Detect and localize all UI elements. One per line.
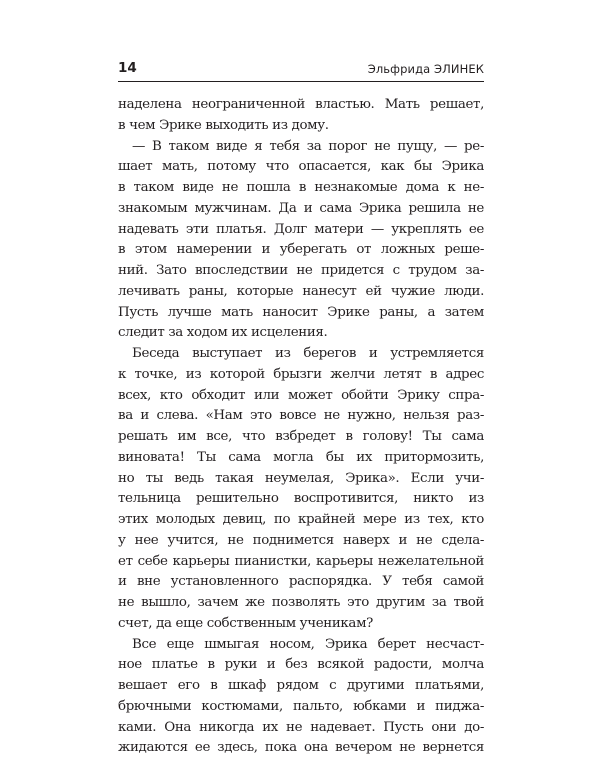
text-line: ет себе карьеры пианистки, карьеры нежелательной bbox=[118, 553, 484, 569]
text-line: у нее учится, не поднимется наверх и не сдела- bbox=[118, 532, 484, 548]
text-line: но ты ведь такая неумелая, Эрика». Если учи- bbox=[118, 470, 484, 486]
text-line: виновата! Ты сама могла бы их притормозить, bbox=[118, 449, 484, 465]
text-line: вешает его в шкаф рядом с другими платьями, bbox=[118, 678, 484, 693]
text-line: решать им все, что взбредет в голову! Ты сама bbox=[118, 429, 484, 444]
text-line: тельница решительно воспротивится, никто из bbox=[118, 491, 484, 507]
text-line: ва и слева. «Нам это вовсе не нужно, нельзя раз- bbox=[118, 408, 484, 424]
text-line: Все еще шмыгая носом, Эрика берет несчаст- bbox=[132, 636, 484, 652]
text-line: наделена неограниченной властью. Мать решает, bbox=[118, 97, 484, 112]
text-line: к точке, из которой брызги желчи летят в адрес bbox=[118, 366, 484, 382]
running-head-author: Эльфрида ЭЛИНЕК bbox=[367, 62, 484, 76]
text-line: ное платье в руки и без всякой радости, молча bbox=[118, 657, 484, 673]
text-line: Беседа выступает из берегов и устремляется bbox=[132, 346, 484, 361]
text-line: следит за ходом их исцеления. bbox=[118, 325, 328, 341]
text-line: ний. Зато впоследствии не придется с трудом за- bbox=[118, 263, 484, 278]
text-line: лечивать раны, которые нанесут ей чужие люди. bbox=[118, 283, 484, 299]
header-rule bbox=[118, 81, 484, 82]
text-line: в таком виде не пошла в незнакомые дома к не- bbox=[118, 180, 484, 195]
text-line: в чем Эрике выходить из дому. bbox=[118, 117, 329, 133]
text-line: Пусть лучше мать наносит Эрике раны, а затем bbox=[118, 304, 484, 320]
text-line: всех, кто обходит или может обойти Эрику спра- bbox=[118, 387, 484, 403]
text-line: знакомым мужчинам. Да и сама Эрика решила не bbox=[118, 200, 484, 216]
text-line: шает мать, потому что опасается, как бы Эрика bbox=[118, 159, 484, 175]
text-line: жидаются ее здесь, пока она вечером не вернется bbox=[118, 740, 484, 756]
text-line: не вышло, зачем же позволять это другим за твой bbox=[118, 595, 484, 610]
text-line: брючными костюмами, пальто, юбками и пиджа- bbox=[118, 698, 484, 714]
text-line: в этом намерении и уберегать от ложных реше- bbox=[118, 242, 484, 258]
text-line: — В таком виде я тебя за порог не пущу, — ре- bbox=[132, 138, 484, 154]
text-line: счет, да еще собственным ученикам? bbox=[118, 615, 373, 631]
text-line: этих молодых девиц, по крайней мере из тех, кто bbox=[118, 512, 484, 527]
text-line: надевать эти платья. Долг матери — укреплять ее bbox=[118, 221, 484, 237]
text-line: и вне установленного распорядка. У тебя самой bbox=[118, 574, 484, 590]
text-line: ками. Она никогда их не надевает. Пусть они до- bbox=[118, 719, 484, 735]
body-text bbox=[118, 95, 484, 759]
page-number: 14 bbox=[118, 60, 137, 76]
page-header bbox=[118, 59, 484, 77]
